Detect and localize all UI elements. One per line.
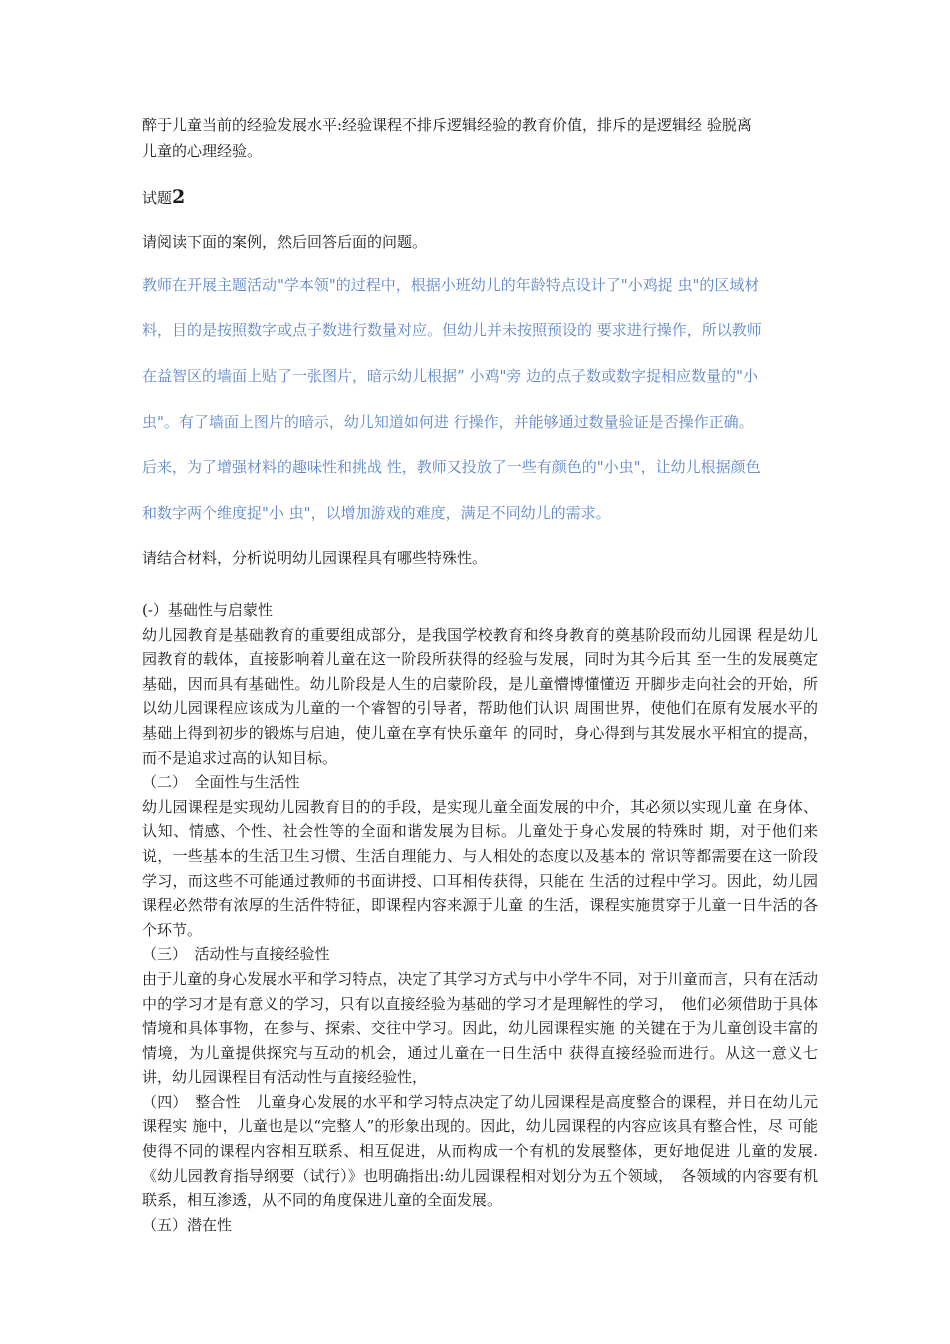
intro-line-1: 醉于儿童当前的经验发展水平:经验课程不排斥逻辑经验的教育价值，排斥的是逻辑经 验脱离 [142, 116, 752, 134]
section-heading-5: （五）潜在性 [142, 1215, 233, 1234]
section-heading-2: （二） 全面性与生活性 [142, 773, 300, 792]
section-heading-3: （三） 活动性与直接经验性 [142, 945, 330, 964]
section-body-3: 由于儿童的身心发展水平和学习特点，决定了其学习方式与中小学牛不同，对于川童而言，只有在活动中的学习才是有意义的学习，只有以直接经验为基础的学习才是理解性的学习， 他们必须借助于具体情境和具体事物，在参与、探索、交往中学习。因此，幼儿园课程实施 的关键在于为儿童创设丰富的情境，为儿童提供探究与互动的机会，通过儿童在一日生活中 获得直接经验而进行。从这一意义七讲，幼儿园课程目有活动性与直接经验性， [142, 969, 818, 1087]
section-body-1: 幼儿园教育是基础教育的重要组成部分，是我国学校教育和终身教育的奠基阶段而幼儿园课 程是幼儿园教育的载体，直接影响着儿童在这一阶段所获得的经验与发展，同时为其今后其 至一生的发展奠定基础，因而具有基础性。幼儿阶段是人生的启蒙阶段，是儿童懵博懂懂迈 开脚步走向社会的开始，所以幼儿园课程应该成为儿童的一个睿智的引导者，帮助他们认识 周围世界，使他们在原有发展水平的基础上得到初步的锻炼与启迪，使儿童在享有快乐童年 的同时，身心得到与其发展水平相宜的提高，而不是追求过高的认知目标。 [142, 625, 818, 767]
case-line: 教师在开展主题活动"学本领"的过程中，根据小班幼儿的年龄特点设计了"小鸡捉 虫"的区域材 [142, 276, 760, 294]
section-heading-4: （四） 整合性 [142, 1092, 241, 1111]
question-label: 试题 [142, 189, 173, 207]
case-line: 和数字两个维度捉"小 虫"，以增加游戏的难度，满足不同幼儿的需求。 [142, 504, 611, 522]
question-title [142, 187, 185, 208]
case-line: 在益智区的墙面上贴了一张图片，暗示幼儿根据” 小鸡"旁 边的点子数或数字捉相应数量的"小 [142, 367, 759, 385]
question-task: 请结合材料，分析说明幼儿园课程具有哪些特殊性。 [142, 549, 488, 567]
section-body-4: 儿童身心发展的水平和学习特点决定了幼儿园课程是高度整合的课程，并日在幼儿元课程实 施中，儿童也是以“完整人”的形象出现的。因此，幼儿园课程的内容应该具有整合性，尽 可能使得不同的课程内容相互联系、相互促进，从而构成一个有机的发展整体，更好地促进 儿童的发展.《幼儿园教育指导纲要（试行）》也明确指出:幼儿园课程相对划分为五个领域， 各领域的内容要有机联系，相互渗透，从不同的角度保进儿童的全面发展。 [142, 1092, 818, 1210]
section-heading-1: (-）基础性与启蒙性 [142, 601, 273, 619]
intro-line-2: 儿童的心理经验。 [142, 142, 263, 160]
question-number: 2 [172, 186, 186, 208]
section-4 [142, 1090, 818, 1213]
answer-body [142, 598, 818, 1237]
case-line: 后来，为了增强材料的趣味性和挑战 性，教师又投放了一些有颜色的"小虫"，让幼儿根据颜色 [142, 458, 761, 476]
case-line: 虫"。有了墙面上图片的暗示，幼儿知道如何进 行操作，并能够通过数量验证是否操作正确。 [142, 413, 754, 431]
case-line: 料，目的是按照数字或点子数进行数量对应。但幼儿并未按照预设的 要求进行操作，所以教师 [142, 321, 762, 339]
question-prompt: 请阅读下面的案例，然后回答后面的问题。 [142, 233, 428, 251]
section-body-2: 幼儿园课程是实现幼儿园教育目的的手段，是实现儿童全面发展的中介，其必须以实现儿童 在身体、认知、情感、个性、社会性等的全面和谐发展为目标。儿童处于身心发展的特殊时 期，对于他们来说，一些基本的生活卫生习惯、生活自理能力、与人相处的态度以及基本的 常识等都需要在这一阶段学习，而这些不可能通过教师的书面讲授、口耳相传获得，只能在 生活的过程中学习。因此，幼儿园课程必然带有浓厚的生活件特征，即课程内容来源于儿童 的生活，课程实施贯穿于儿童一日牛活的各个环节。 [142, 797, 818, 939]
